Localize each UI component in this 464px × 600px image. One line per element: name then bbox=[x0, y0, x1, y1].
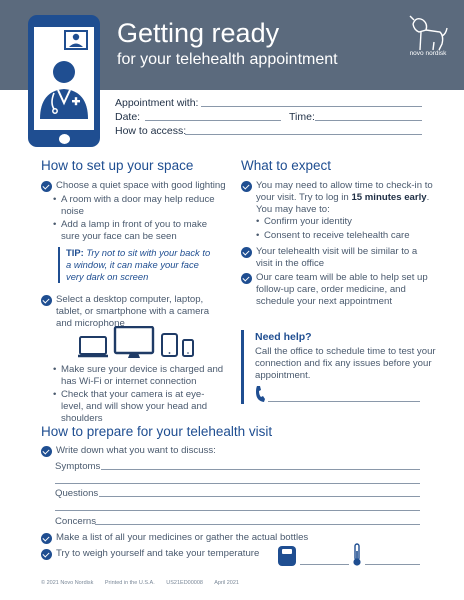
symptoms-line[interactable] bbox=[101, 469, 420, 470]
tablet-icon bbox=[162, 334, 177, 356]
questions-label: Questions bbox=[55, 488, 99, 499]
setup-sub-room-door: • A room with a door may help reduce noise bbox=[61, 194, 221, 218]
tip-accent-bar bbox=[58, 247, 60, 283]
telephone-icon bbox=[254, 385, 266, 403]
symptoms-label: Symptoms bbox=[55, 461, 101, 472]
help-title: Need help? bbox=[255, 331, 312, 343]
symptoms-line-2[interactable] bbox=[55, 483, 420, 484]
setup-item-device: Select a desktop computer, laptop, tablet, or smartphone with a camera and microphone bbox=[56, 294, 210, 329]
checkmark-circle-icon bbox=[41, 533, 52, 544]
setup-section-title: How to set up your space bbox=[41, 158, 194, 173]
time-label: Time: bbox=[289, 111, 315, 123]
prepare-item-weigh: Try to weigh yourself and take your temperature bbox=[56, 548, 260, 559]
checkmark-circle-icon bbox=[241, 247, 252, 258]
concerns-label: Concerns bbox=[55, 516, 97, 527]
expect-section-title: What to expect bbox=[241, 158, 332, 173]
laptop-icon bbox=[78, 337, 108, 356]
tip-box bbox=[66, 247, 216, 283]
fifteen-minutes-text: 15 minutes early bbox=[351, 192, 427, 203]
thermometer-icon bbox=[352, 543, 362, 567]
how-to-access-line[interactable] bbox=[185, 134, 422, 135]
checkmark-circle-icon bbox=[41, 181, 52, 192]
footer-printed: Printed in the U.S.A. bbox=[104, 580, 155, 586]
expect-item-care-team: Our care team will be able to help set up follow-up care, order medicine, and schedule your next appointment bbox=[256, 272, 428, 307]
prepare-item-write-down: Write down what you want to discuss: bbox=[56, 445, 216, 456]
setup-item-quiet-space: Choose a quiet space with good lighting bbox=[56, 180, 226, 191]
concerns-line[interactable] bbox=[95, 524, 420, 525]
expect-item-check-in: You may need to allow time to check-in to your visit. Try to log in 15 minutes early. You may have to: bbox=[256, 180, 433, 215]
checkmark-circle-icon bbox=[41, 295, 52, 306]
checkmark-circle-icon bbox=[41, 549, 52, 560]
help-accent-bar bbox=[241, 330, 244, 404]
smartphone-icon bbox=[183, 340, 193, 356]
expect-sub-identity: • Confirm your identity bbox=[264, 216, 429, 228]
footer bbox=[41, 580, 249, 586]
setup-sub-lamp: • Add a lamp in front of you to make sure your face can be seen bbox=[61, 219, 221, 243]
tip-text: Try not to sit with your back to a window, it can make your face very dark on screen bbox=[66, 247, 211, 282]
checkmark-circle-icon bbox=[241, 273, 252, 284]
appointment-with-label: Appointment with: bbox=[115, 97, 199, 109]
questions-line-2[interactable] bbox=[55, 510, 420, 511]
expect-sub-consent: • Consent to receive telehealth care bbox=[264, 230, 429, 242]
date-label: Date: bbox=[115, 111, 141, 123]
temperature-line[interactable] bbox=[365, 564, 420, 565]
weight-line[interactable] bbox=[300, 564, 349, 565]
page-subtitle: for your telehealth appointment bbox=[117, 51, 338, 68]
prepare-section-title: How to prepare for your telehealth visit bbox=[41, 424, 273, 439]
prepare-item-medicines: Make a list of all your medicines or gather the actual bottles bbox=[56, 532, 309, 543]
questions-line[interactable] bbox=[99, 496, 420, 497]
setup-sub-charged: • Make sure your device is charged and has Wi-Fi or internet connection bbox=[61, 364, 226, 388]
phone-doctor-icon bbox=[28, 15, 100, 147]
phone-number-line[interactable] bbox=[268, 401, 420, 402]
monitor-icon bbox=[115, 327, 153, 358]
tip-label: TIP: bbox=[66, 247, 84, 258]
footer-code: US21ED00008 bbox=[166, 580, 203, 586]
help-text: Call the office to schedule time to test your connection and fix any issues before your appointment. bbox=[255, 346, 436, 381]
scale-icon bbox=[277, 545, 297, 567]
checkmark-circle-icon bbox=[41, 446, 52, 457]
setup-sub-eye-level: • Check that your camera is at eye-level, and will show your head and shoulders bbox=[61, 389, 226, 425]
checkmark-circle-icon bbox=[241, 181, 252, 192]
how-to-access-label: How to access: bbox=[115, 125, 187, 137]
expect-item-similar: Your telehealth visit will be similar to a visit in the office bbox=[256, 246, 418, 269]
page-title: Getting ready bbox=[117, 18, 280, 48]
time-line[interactable] bbox=[315, 120, 422, 121]
footer-copyright: © 2021 Novo Nordisk bbox=[41, 580, 94, 586]
appointment-with-line[interactable] bbox=[201, 106, 422, 107]
footer-date: April 2021 bbox=[214, 580, 239, 586]
date-line[interactable] bbox=[145, 120, 281, 121]
logo-text: novo nordisk bbox=[409, 50, 447, 57]
